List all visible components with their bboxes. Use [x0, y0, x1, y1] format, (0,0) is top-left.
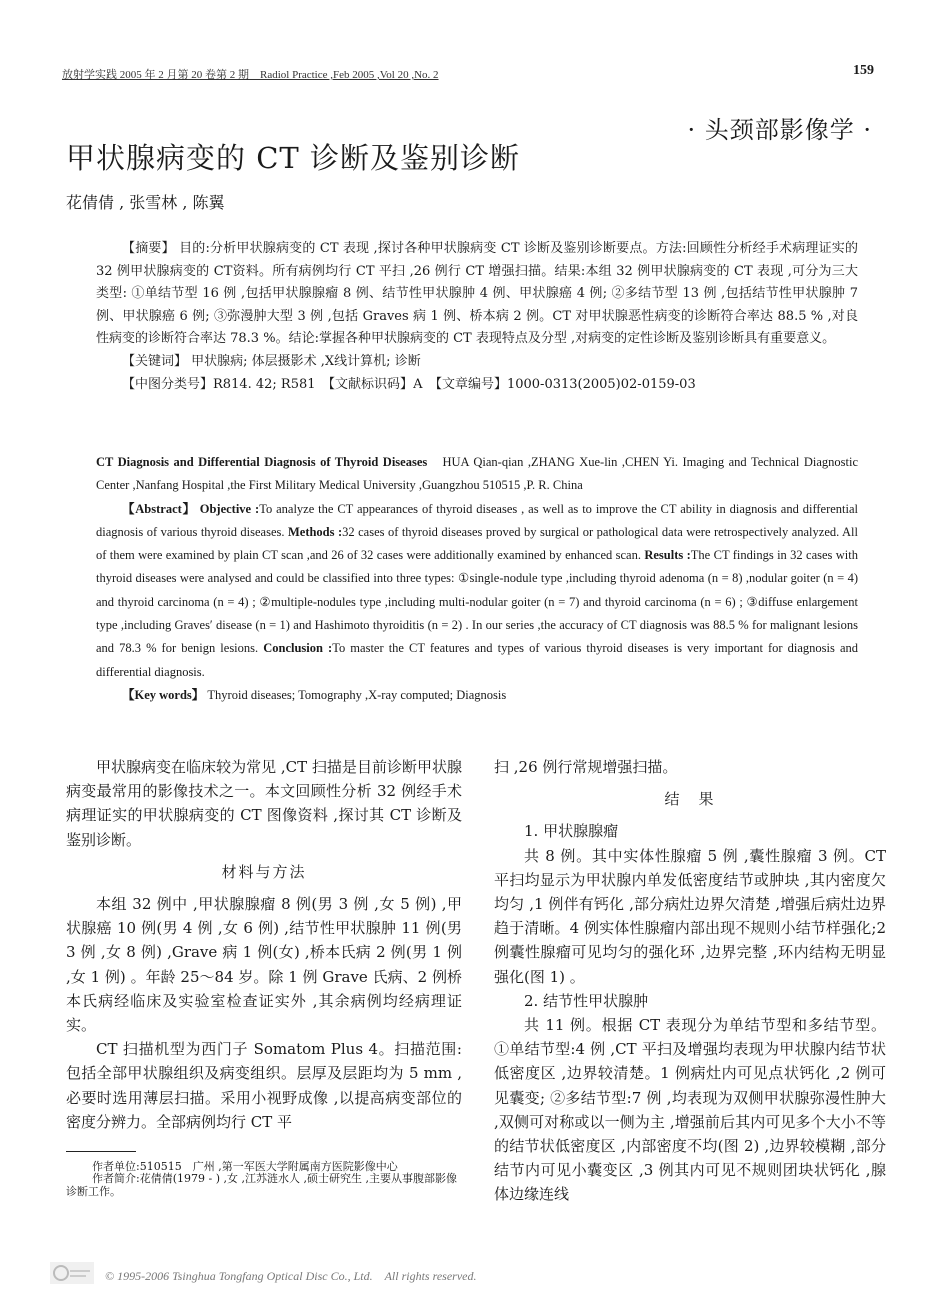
keywords-en-label: 【Key words】: [122, 687, 205, 702]
right-column: [494, 755, 886, 1207]
keywords-en: Thyroid diseases; Tomography ,X-ray computed; Diagnosis: [204, 687, 507, 702]
keywords-cn-label: 【关键词】: [122, 353, 188, 369]
section-tag: · 头颈部影像学 ·: [687, 116, 872, 144]
doccode-value: A: [413, 376, 436, 392]
objective-text: To analyze the CT appearances of thyroid diseases , as well as to improve the CT ability in diagnosis and differential diagnosis of various thyroid diseases.: [96, 501, 859, 539]
english-authors: HUA Qian-qian ,ZHANG Xue-lin ,CHEN Yi. Imaging and Technical Diagnostic Center ,Nanfang Hospital ,the First Military Medical University ,Guangzhou 510515 ,P. R. China: [96, 455, 858, 493]
footnote-affiliation: 作者单位:510515 广州 ,第一军医大学附属南方医院影像中心: [92, 1160, 398, 1173]
articleno-value: 1000-0313(2005)02-0159-03: [506, 376, 696, 392]
subheading-adenoma: 1. 甲状腺腺瘤: [524, 822, 619, 841]
abstract-en-label: 【Abstract】: [122, 501, 196, 516]
methods-paragraph-1: 本组 32 例中 ,甲状腺腺瘤 8 例(男 3 例 ,女 5 例) ,甲状腺癌 10 例(男 4 例 ,女 6 例) ,结节性甲状腺肿 11 例(男 3 例 ,女 8 例) ,Grave 病 1 例(女) ,桥本氏病 2 例(男 1 例 ,女 1 例) 。年龄 25～84 岁。除 1 例 Grave 氏病、2 例桥本氏病经临床及实验室检查证实外 ,其余病例均经病理证实。: [66, 895, 462, 1035]
methods-heading: 材料与方法: [221, 862, 307, 881]
methods-paragraph-2: CT 扫描机型为西门子 Somatom Plus 4。扫描范围:包括全部甲状腺组织及病变组织。层厚及层距均为 5 mm ,必要时选用薄层扫描。采用小视野成像 ,以提高病变部位的密度分辨力。全部病例均行 CT 平: [66, 1040, 462, 1131]
goiter-paragraph: 共 11 例。根据 CT 表现分为单结节型和多结节型。 ①单结节型:4 例 ,CT 平扫及增强均表现为甲状腺内结节状低密度区 ,边界较清楚。1 例病灶内可见点状钙化 ,2 例可见囊变; ②多结节型:7 例 ,均表现为双侧甲状腺弥漫性肿大 ,双侧可对称或以一侧为主 ,增强前后其内可见多个大小不等的结节状低密度区 ,内部密度不均(图 2) ,边界较模糊 ,部分结节内可见小囊变区 ,3 例其内可见不规则团块状钙化 ,腺体边缘连线: [494, 1016, 886, 1204]
classification-label: 【中图分类号】: [122, 376, 214, 392]
results-label: Results :: [644, 548, 691, 563]
continuation-text: 扫 ,26 例行常规增强扫描。: [494, 758, 678, 776]
footnote-rule: [66, 1151, 136, 1152]
subheading-goiter: 2. 结节性甲状腺肿: [524, 991, 649, 1010]
adenoma-paragraph: 共 8 例。其中实体性腺瘤 5 例 ,囊性腺瘤 3 例。CT 平扫均显示为甲状腺内单发低密度结节或肿块 ,其内密度欠均匀 ,1 例伴有钙化 ,部分病灶边界欠清楚 ,增强后病灶边界趋于清晰。4 例实体性腺瘤内部出现不规则小结节样强化;2 例囊性腺瘤可见均匀的强化环 ,边界完整 ,环内结构无明显强化(图 1) 。: [494, 846, 886, 986]
intro-paragraph: 甲状腺病变在临床较为常见 ,CT 扫描是目前诊断甲状腺病变最常用的影像技术之一。本文回顾性分析 32 例经手术病理证实的甲状腺病变的 CT 图像资料 ,探讨其 CT 诊断及鉴别诊断。: [66, 758, 462, 849]
copyright-notice: © 1995-2006 Tsinghua Tongfang Optical Disc Co., Ltd. All rights reserved.: [105, 1269, 477, 1283]
results-heading: 结 果: [664, 790, 716, 809]
methods-text: 32 cases of thyroid diseases proved by surgical or pathological data were retrospectively analyzed. All of them were examined by plain CT scan ,and 26 of 32 cases were additionally examined by enhanced scan.: [96, 524, 858, 563]
left-column: [66, 755, 462, 1134]
footnote: [66, 1161, 466, 1198]
keywords-cn: 甲状腺病; 体层摄影术 ,X线计算机; 诊断: [187, 353, 421, 369]
classification-value: R814. 42; R581: [213, 376, 329, 392]
results-text: The CT findings in 32 cases with thyroid diseases were analysed and could be classified into three types: ①single-nodule type ,including thyroid adenoma (n = 8) ,nodular goiter (n = 4) and thyroid carcinoma (n = 4) ; ②multiple-nodules type ,including multi-nodular goiter (n = 7) and thyroid carcinoma (n = 6) ; ③diffuse enlargement type ,including Graves′ disease (n = 1) and Hashimoto thyroiditis (n = 2) . In our series ,the accuracy of CT diagnosis was 88.5 % for malignant lesions and 78.3 % for benign lesions.: [96, 548, 858, 656]
abstract-en: [96, 451, 858, 707]
abstract-cn-text: 目的:分析甲状腺病变的 CT 表现 ,探讨各种甲状腺病变 CT 诊断及鉴别诊断要点。方法:回顾性分析经手术病理证实的 32 例甲状腺病变的 CT资料。所有病例均行 CT 平扫 ,26 例行 CT 增强扫描。结果:本组 32 例甲状腺病变的 CT 表现 ,可分为三大类型: ①单结节型 16 例 ,包括甲状腺腺瘤 8 例、结节性甲状腺肿 4 例、甲状腺癌 4 例; ②多结节型 13 例 ,包括结节性甲状腺肿 7 例、甲状腺癌 6 例; ③弥漫肿大型 3 例 ,包括 Graves 病 1 例、桥本病 2 例。CT 对甲状腺恶性病变的诊断符合率达 88.5 % ,对良性病变的诊断符合率达 78.3 %。结论:掌握各种甲状腺病变的 CT 表现特点及分型 ,对病变的定性诊断及鉴别诊断具有重要意义。: [96, 241, 858, 347]
english-title: CT Diagnosis and Differential Diagnosis of Thyroid Diseases: [96, 455, 428, 469]
doccode-label: 【文献标识码】: [328, 376, 414, 392]
articleno-label: 【文章编号】: [435, 376, 507, 392]
article-title: 甲状腺病变的 CT 诊断及鉴别诊断: [66, 141, 520, 175]
conclusion-text: To master the CT features and types of various thyroid diseases is very important for diagnosis and differential diagnosis.: [96, 641, 859, 679]
footnote-bio: 作者简介:花倩倩(1979 - ) ,女 ,江苏涟水人 ,硕士研究生 ,主要从事腹部影像诊断工作。: [66, 1172, 457, 1198]
objective-label: Objective :: [195, 501, 260, 516]
page-number: 159: [853, 63, 874, 78]
authors: 花倩倩 , 张雪林 , 陈翼: [66, 193, 225, 212]
journal-header: 放射学实践 2005 年 2 月第 20 卷第 2 期 Radiol Practice ,Feb 2005 ,Vol 20 ,No. 2: [62, 69, 439, 81]
abstract-cn-label: 【摘要】: [122, 241, 175, 256]
methods-label: Methods :: [287, 524, 343, 539]
conclusion-label: Conclusion :: [263, 641, 333, 656]
abstract-cn: [96, 238, 858, 396]
publisher-logo-icon: [50, 1262, 94, 1284]
